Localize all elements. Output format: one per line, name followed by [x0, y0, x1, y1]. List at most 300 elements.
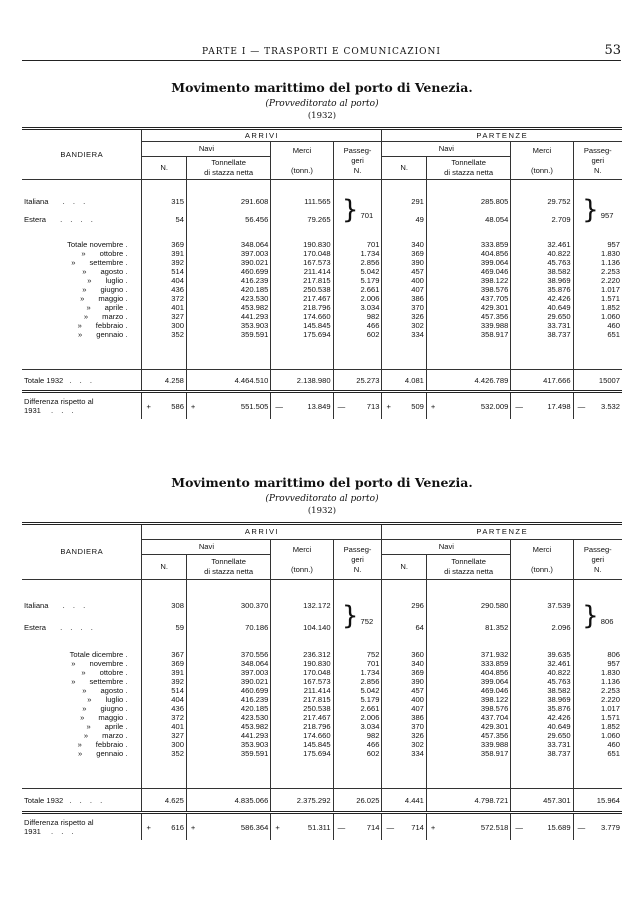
diff-sign: — — [337, 822, 346, 832]
diff-sign: — — [515, 401, 523, 411]
flag-row — [22, 192, 622, 210]
ditto-mark: » — [81, 668, 86, 677]
diff-d-pass-cell — [573, 813, 622, 841]
ditto-mark: » — [81, 249, 86, 258]
diff-value: 15.689 — [547, 822, 571, 832]
month-row: » settembre . 392 390.021 167.573 2.856 390 399.064 45.763 1.136 — [71, 677, 620, 686]
dep-navi-n: 370 — [382, 722, 426, 731]
dep-merci: 32.461 — [511, 240, 573, 249]
arr-merci: 145.845 — [271, 740, 333, 749]
dep-passeggeri: 460 — [573, 321, 622, 330]
table-title: Movimento marittimo del porto di Venezia. — [171, 80, 473, 95]
dep-passeggeri: 2.220 — [573, 695, 622, 704]
arr-merci: 218.796 — [271, 722, 333, 731]
month-row: » maggio . 372 423.530 217.467 2.006 386 437.705 42.426 1.571 — [80, 294, 620, 303]
col-bandiera: BANDIERA — [22, 524, 142, 580]
diff-a-pass-cell — [333, 392, 382, 420]
month-row: » giugno . 436 420.185 250.538 2.661 407 398.576 35.876 1.017 — [82, 285, 620, 294]
month-row: » gennaio . 352 359.591 175.694 602 334 358.917 38.737 651 — [77, 749, 620, 758]
month-name: ottobre — [99, 249, 124, 258]
leader-dots: . . . . — [69, 795, 106, 805]
arr-passeggeri: 3.034 — [333, 722, 382, 731]
arr-tonnellate: 420.185 — [186, 285, 270, 294]
arr-merci: 236.312 — [271, 650, 333, 659]
month-name: febbraio — [95, 321, 124, 330]
diff-label: Differenza rispetto al — [24, 818, 94, 827]
arr-passeggeri: 466 — [333, 740, 382, 749]
dep-merci: 42.426 — [511, 294, 573, 303]
dep-merci: 33.731 — [511, 740, 573, 749]
arr-navi-n: 372 — [142, 294, 186, 303]
month-row: » ottobre . 391 397.003 170.048 1.734 369 404.856 40.822 1.830 — [81, 249, 620, 258]
dep-passeggeri: 806 — [573, 650, 622, 659]
month-row: » luglio . 404 416.239 217.815 5.179 400 398.122 38.969 2.220 — [87, 276, 620, 285]
dep-merci: 40.649 — [511, 303, 573, 312]
month-name: gennaio — [96, 749, 124, 758]
diff-value: 13.849 — [307, 401, 331, 411]
dep-tonnellate: 437.704 — [426, 713, 510, 722]
arr-merci: 175.694 — [271, 330, 333, 339]
diff-sign: + — [430, 822, 436, 832]
diff-d-merci-cell — [511, 392, 573, 420]
total-a-merci: 2.138.980 — [271, 370, 333, 392]
dep-navi-n: 370 — [382, 303, 426, 312]
col-n-p: N. — [382, 157, 426, 180]
arr-tonnellate: 348.064 — [186, 659, 270, 668]
diff-a-ton-cell — [186, 392, 270, 420]
col-merci-p — [511, 540, 573, 580]
arr-passeggeri: 1.734 — [333, 668, 382, 677]
dep-tonnellate: 437.705 — [426, 294, 510, 303]
arr-merci: 174.660 — [271, 731, 333, 740]
arr-merci: 79.265 — [271, 210, 333, 228]
diff-sign: — — [337, 401, 346, 411]
pass-label-1: Passeg- — [343, 544, 372, 554]
arr-navi-n: 369 — [142, 240, 186, 249]
arr-passeggeri: 701 — [333, 240, 382, 249]
leader-dots: . . . — [69, 375, 95, 385]
arr-passeggeri: 5.179 — [333, 276, 382, 285]
arr-navi-n: 308 — [142, 594, 186, 616]
col-n-p: N. — [382, 555, 426, 580]
diff-value: 616 — [171, 822, 184, 832]
dep-navi-n: 457 — [382, 267, 426, 276]
ditto-mark: » — [71, 258, 76, 267]
dep-merci: 38.969 — [511, 276, 573, 285]
total-label: Totale 1932 — [24, 795, 64, 805]
diff-sign: — — [577, 401, 586, 411]
ditto-mark: » — [77, 740, 82, 749]
col-merci-p — [511, 142, 573, 180]
dep-merci: 35.876 — [511, 704, 573, 713]
arr-tonnellate: 460.699 — [186, 267, 270, 276]
ditto-mark: » — [82, 267, 87, 276]
diff-d-merci-cell — [511, 813, 573, 841]
dep-merci: 38.737 — [511, 330, 573, 339]
month-row: » febbraio . 300 353.903 145.845 466 302 339.988 33.731 460 — [77, 321, 620, 330]
diff-year: 1931 — [24, 406, 41, 415]
month-name: settembre — [89, 677, 124, 686]
col-tonnellate-a — [186, 157, 270, 180]
month-name: luglio — [105, 276, 124, 285]
arr-navi-n: 300 — [142, 321, 186, 330]
arr-tonnellate: 390.021 — [186, 258, 270, 267]
dep-passeggeri: 1.017 — [573, 285, 622, 294]
dep-passeggeri: 1.060 — [573, 731, 622, 740]
arr-merci: 167.573 — [271, 677, 333, 686]
month-name: aprile — [104, 303, 124, 312]
dep-tonnellate: 81.352 — [426, 616, 510, 638]
dep-navi-n: 457 — [382, 686, 426, 695]
tonnellate-label-1: Tonnellate — [211, 557, 246, 566]
col-navi-a: Navi — [142, 540, 271, 555]
month-name: dicembre — [92, 650, 124, 659]
diff-label: Differenza rispetto al — [24, 397, 94, 406]
month-name: aprile — [104, 722, 124, 731]
tonnellate-label-2: di stazza netta — [444, 567, 494, 576]
month-name: febbraio — [95, 740, 124, 749]
arr-passeggeri: 1.734 — [333, 249, 382, 258]
dep-navi-n: 407 — [382, 285, 426, 294]
arr-passeggeri: 466 — [333, 321, 382, 330]
tonn-label: (tonn.) — [290, 564, 313, 574]
col-navi-a: Navi — [142, 142, 271, 157]
col-pass-a — [333, 142, 382, 180]
dep-passeggeri: 957 — [573, 240, 622, 249]
pass-label-3: N. — [353, 564, 362, 574]
month-name: luglio — [105, 695, 124, 704]
dep-tonnellate: 48.054 — [426, 210, 510, 228]
diff-value: 532.009 — [480, 401, 509, 411]
month-row: » agosto . 514 460.699 211.414 5.042 457 469.046 38.582 2.253 — [82, 686, 620, 695]
dep-tonnellate: 398.122 — [426, 695, 510, 704]
col-pass-a — [333, 540, 382, 580]
dep-pass-combined: 957 — [600, 211, 614, 220]
arr-merci: 190.830 — [271, 659, 333, 668]
dep-passeggeri: 1.852 — [573, 722, 622, 731]
dep-pass-combined-cell — [573, 192, 622, 228]
dep-tonnellate: 398.576 — [426, 285, 510, 294]
dep-tonnellate: 399.064 — [426, 677, 510, 686]
arr-merci: 145.845 — [271, 321, 333, 330]
arr-navi-n: 404 — [142, 695, 186, 704]
diff-value: 509 — [411, 401, 424, 411]
arr-navi-n: 404 — [142, 276, 186, 285]
ditto-mark: » — [80, 713, 85, 722]
month-name: maggio — [98, 294, 124, 303]
dep-navi-n: 296 — [382, 594, 426, 616]
arr-passeggeri: 982 — [333, 731, 382, 740]
month-name: novembre — [89, 240, 124, 249]
diff-sign: — — [386, 822, 395, 832]
tonn-label: (tonn.) — [290, 165, 313, 175]
arr-merci: 170.048 — [271, 249, 333, 258]
leader-dots: . . . — [62, 600, 89, 610]
dep-passeggeri: 1.830 — [573, 668, 622, 677]
dep-navi-n: 390 — [382, 258, 426, 267]
total-a-merci: 2.375.292 — [271, 789, 333, 813]
month-name: agosto — [100, 686, 124, 695]
dep-tonnellate: 371.932 — [426, 650, 510, 659]
total-a-ton: 4.464.510 — [186, 370, 270, 392]
arr-tonnellate: 348.064 — [186, 240, 270, 249]
ditto-mark: » — [80, 294, 85, 303]
tonnellate-label-1: Tonnellate — [451, 557, 486, 566]
ditto-mark: » — [77, 749, 83, 758]
dep-merci: 40.822 — [511, 668, 573, 677]
arr-navi-n: 327 — [142, 731, 186, 740]
arr-passeggeri: 3.034 — [333, 303, 382, 312]
dep-passeggeri: 1.017 — [573, 704, 622, 713]
arr-merci: 111.565 — [271, 192, 333, 210]
col-merci-a — [271, 540, 333, 580]
dep-navi-n: 400 — [382, 695, 426, 704]
diff-sign: — — [515, 822, 523, 832]
diff-d-ton-cell — [426, 813, 510, 841]
month-row: » marzo . 327 441.293 174.660 982 326 457.356 29.650 1.060 — [83, 731, 620, 740]
month-row: Totale novembre . 369 348.064 190.830 701 340 333.859 32.461 957 — [67, 240, 620, 249]
merci-label: Merci — [532, 145, 552, 155]
dep-merci: 29.752 — [511, 192, 573, 210]
total-d-merci: 417.666 — [511, 370, 573, 392]
leader-dots: . . . — [62, 196, 89, 206]
traffic-table — [22, 522, 622, 840]
dep-tonnellate: 404.856 — [426, 249, 510, 258]
arr-tonnellate: 460.699 — [186, 686, 270, 695]
arr-merci: 132.172 — [271, 594, 333, 616]
arr-merci: 211.414 — [271, 267, 333, 276]
table-section-1 — [22, 80, 622, 419]
pass-label-2: geri — [351, 554, 364, 564]
diff-value: 714 — [366, 822, 380, 832]
arr-pass-combined: 752 — [360, 617, 374, 626]
dep-tonnellate: 398.576 — [426, 704, 510, 713]
flag-label: Estera — [24, 622, 46, 632]
dep-tonnellate: 339.988 — [426, 740, 510, 749]
total-d-ton: 4.426.789 — [426, 370, 510, 392]
diff-a-ton-cell — [186, 813, 270, 841]
dep-navi-n: 340 — [382, 240, 426, 249]
dep-tonnellate: 339.988 — [426, 321, 510, 330]
dep-passeggeri: 1.852 — [573, 303, 622, 312]
month-row: » marzo . 327 441.293 174.660 982 326 457.356 29.650 1.060 — [83, 312, 620, 321]
total-row — [22, 789, 622, 813]
diff-value: 714 — [411, 822, 424, 832]
arr-tonnellate: 453.982 — [186, 722, 270, 731]
tonnellate-label-2: di stazza netta — [204, 168, 254, 177]
pass-label-3: N. — [353, 165, 362, 175]
arr-passeggeri: 2.661 — [333, 285, 382, 294]
col-tonnellate-p — [426, 157, 510, 180]
arr-tonnellate: 359.591 — [186, 749, 270, 758]
dep-navi-n: 326 — [382, 731, 426, 740]
arr-navi-n: 391 — [142, 668, 186, 677]
leader-dots: . . . — [51, 406, 77, 415]
leader-dots: . . . . — [60, 214, 96, 224]
arr-tonnellate: 416.239 — [186, 276, 270, 285]
brace-symbol: } — [341, 601, 359, 631]
total-d-merci: 457.301 — [511, 789, 573, 813]
col-pass-p — [573, 142, 622, 180]
arr-tonnellate: 370.556 — [186, 650, 270, 659]
dep-navi-n: 302 — [382, 321, 426, 330]
arr-navi-n: 514 — [142, 686, 186, 695]
dep-merci: 38.582 — [511, 686, 573, 695]
month-name: novembre — [89, 659, 124, 668]
ditto-mark: » — [87, 695, 92, 704]
arr-pass-combined-cell — [333, 594, 382, 638]
dep-navi-n: 386 — [382, 294, 426, 303]
diff-value: 3.532 — [600, 401, 620, 411]
arr-tonnellate: 56.456 — [186, 210, 270, 228]
total-row — [22, 370, 622, 392]
dep-passeggeri: 2.253 — [573, 686, 622, 695]
pass-label-1: Passeg- — [343, 145, 372, 155]
dep-navi-n: 400 — [382, 276, 426, 285]
running-header — [22, 44, 621, 61]
col-n-a: N. — [142, 157, 186, 180]
arr-navi-n: 59 — [142, 616, 186, 638]
total-d-n: 4.081 — [382, 370, 426, 392]
col-merci-a — [271, 142, 333, 180]
dep-navi-n: 334 — [382, 330, 426, 339]
arr-merci: 217.467 — [271, 713, 333, 722]
dep-passeggeri: 1.136 — [573, 258, 622, 267]
diff-sign: + — [386, 401, 391, 411]
dep-tonnellate: 457.356 — [426, 731, 510, 740]
dep-merci: 2.096 — [511, 616, 573, 638]
arr-tonnellate: 441.293 — [186, 731, 270, 740]
dep-merci: 45.763 — [511, 258, 573, 267]
ditto-mark: » — [77, 321, 82, 330]
arr-merci: 104.140 — [271, 616, 333, 638]
diff-d-n-cell — [382, 813, 426, 841]
arr-navi-n: 391 — [142, 249, 186, 258]
dep-merci: 33.731 — [511, 321, 573, 330]
arr-passeggeri: 2.856 — [333, 258, 382, 267]
arr-tonnellate: 359.591 — [186, 330, 270, 339]
dep-merci: 2.709 — [511, 210, 573, 228]
arr-merci: 217.815 — [271, 695, 333, 704]
merci-label: Merci — [292, 544, 312, 554]
month-row: » aprile . 401 453.982 218.796 3.034 370 429.301 40.649 1.852 — [86, 303, 620, 312]
arr-navi-n: 514 — [142, 267, 186, 276]
dep-navi-n: 334 — [382, 749, 426, 758]
arr-navi-n: 352 — [142, 330, 186, 339]
dep-tonnellate: 398.122 — [426, 276, 510, 285]
dep-tonnellate: 285.805 — [426, 192, 510, 210]
dep-merci: 38.969 — [511, 695, 573, 704]
tonnellate-label-2: di stazza netta — [204, 567, 254, 576]
arr-pass-combined-cell — [333, 192, 382, 228]
arr-navi-n: 401 — [142, 722, 186, 731]
diff-sign: + — [146, 401, 151, 411]
dep-merci: 29.650 — [511, 731, 573, 740]
pass-label-2: geri — [591, 155, 605, 165]
dep-merci: 39.635 — [511, 650, 573, 659]
dep-merci: 35.876 — [511, 285, 573, 294]
ditto-mark: » — [82, 686, 87, 695]
dep-passeggeri: 651 — [573, 330, 622, 339]
brace-symbol: } — [582, 601, 599, 631]
table-title: Movimento marittimo del porto di Venezia. — [171, 475, 473, 490]
table-source: (Provveditorato al porto) — [265, 99, 379, 109]
month-name: gennaio — [96, 330, 124, 339]
diff-d-n-cell — [382, 392, 426, 420]
arr-navi-n: 392 — [142, 677, 186, 686]
dep-navi-n: 326 — [382, 312, 426, 321]
arr-tonnellate: 397.003 — [186, 249, 270, 258]
col-tonnellate-a — [186, 555, 270, 580]
dep-passeggeri: 957 — [573, 659, 622, 668]
diff-value: 551.505 — [240, 401, 269, 411]
month-row: » novembre . 369 348.064 190.830 701 340 333.859 32.461 957 — [71, 659, 620, 668]
month-row: » maggio . 372 423.530 217.467 2.006 386 437.704 42.426 1.571 — [80, 713, 620, 722]
flag-label: Estera — [24, 214, 46, 224]
diff-a-pass-cell — [333, 813, 382, 841]
tonnellate-label-1: Tonnellate — [451, 158, 486, 167]
total-a-n: 4.625 — [142, 789, 186, 813]
dep-navi-n: 64 — [382, 616, 426, 638]
ditto-mark: » — [71, 659, 76, 668]
dep-passeggeri: 2.220 — [573, 276, 622, 285]
dep-navi-n: 390 — [382, 677, 426, 686]
month-name: ottobre — [99, 668, 124, 677]
dep-merci: 38.582 — [511, 267, 573, 276]
pass-label-2: geri — [351, 155, 364, 165]
diff-year: 1931 — [24, 827, 41, 836]
pass-label-1: Passeg- — [583, 145, 612, 155]
arr-tonnellate: 423.530 — [186, 713, 270, 722]
diff-value: 713 — [366, 401, 380, 411]
ditto-mark: » — [87, 276, 92, 285]
arr-tonnellate: 453.982 — [186, 303, 270, 312]
dep-passeggeri: 1.830 — [573, 249, 622, 258]
diff-value: 51.311 — [307, 822, 331, 832]
dep-passeggeri: 460 — [573, 740, 622, 749]
month-name: settembre — [89, 258, 124, 267]
arr-tonnellate: 291.608 — [186, 192, 270, 210]
diff-d-ton-cell — [426, 392, 510, 420]
arr-tonnellate: 423.530 — [186, 294, 270, 303]
month-name: maggio — [98, 713, 124, 722]
merci-label: Merci — [532, 544, 552, 554]
dep-passeggeri: 1.571 — [573, 294, 622, 303]
dep-navi-n: 360 — [382, 650, 426, 659]
arr-merci: 170.048 — [271, 668, 333, 677]
month-row: » settembre . 392 390.021 167.573 2.856 390 399.064 45.763 1.136 — [71, 258, 620, 267]
arr-tonnellate: 416.239 — [186, 695, 270, 704]
diff-sign: — — [275, 401, 283, 411]
dep-navi-n: 302 — [382, 740, 426, 749]
month-name: marzo — [102, 312, 124, 321]
dep-tonnellate: 358.917 — [426, 330, 510, 339]
dep-merci: 40.822 — [511, 249, 573, 258]
tonnellate-label-2: di stazza netta — [444, 168, 494, 177]
ditto-mark: » — [86, 303, 91, 312]
dep-navi-n: 386 — [382, 713, 426, 722]
arr-navi-n: 372 — [142, 713, 186, 722]
col-tonnellate-p — [426, 555, 510, 580]
month-name: agosto — [100, 267, 124, 276]
ditto-mark: » — [82, 285, 87, 294]
arr-tonnellate: 70.186 — [186, 616, 270, 638]
totale-prefix: Totale — [69, 650, 90, 659]
month-name: marzo — [102, 731, 124, 740]
month-row: » luglio . 404 416.239 217.815 5.179 400 398.122 38.969 2.220 — [87, 695, 620, 704]
arr-navi-n: 436 — [142, 704, 186, 713]
total-a-pass: 25.273 — [333, 370, 382, 392]
